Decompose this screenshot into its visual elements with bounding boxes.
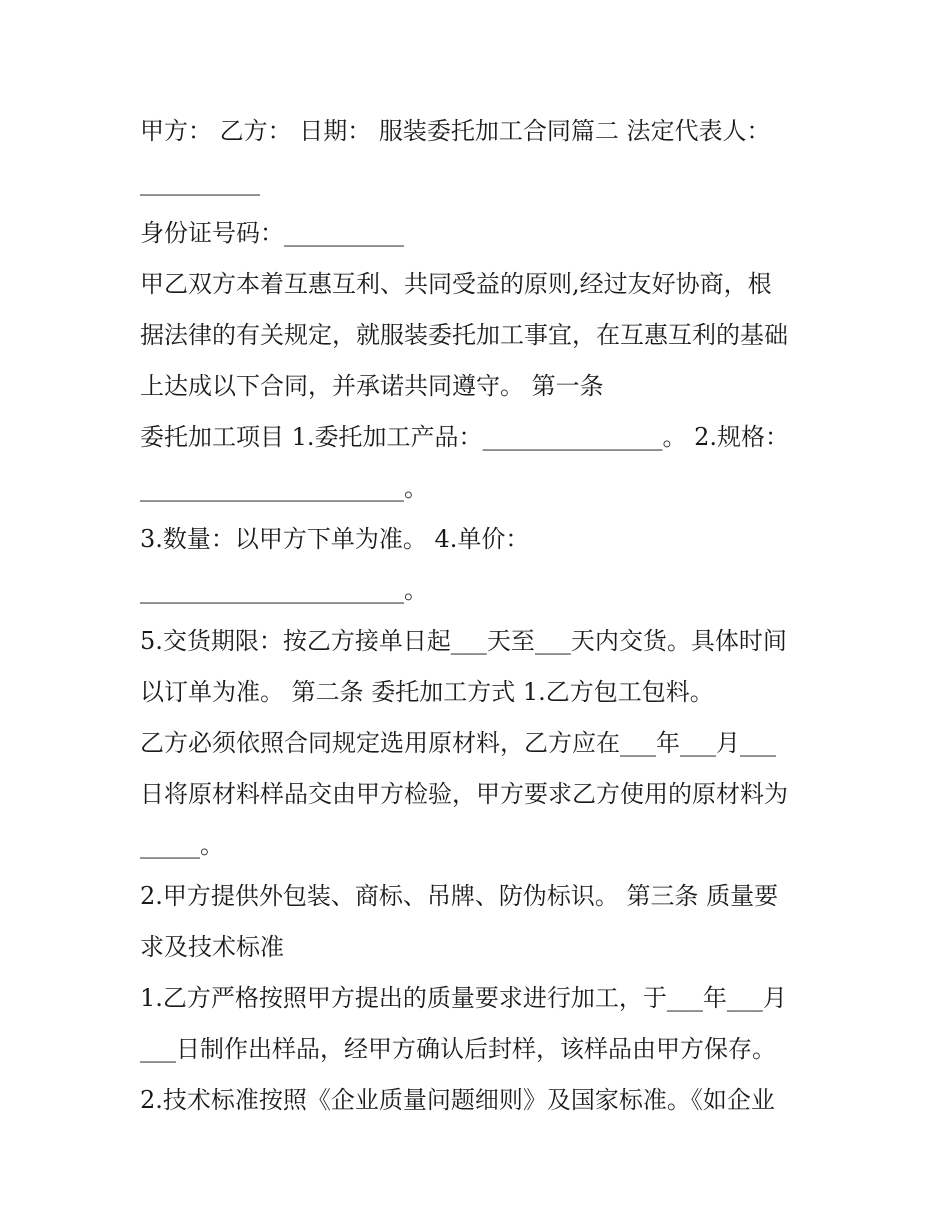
text-line: 以订单为准。 第二条 委托加工方式 1.乙方包工包料。 <box>140 678 714 706</box>
text-line: _____。 <box>140 831 224 859</box>
text-line: 5.交货期限：按乙方接单日起___天至___天内交货。具体时间 <box>140 627 787 655</box>
text-line: 上达成以下合同，并承诺共同遵守。 第一条 <box>140 372 604 400</box>
text-line: 身份证号码：__________ <box>140 219 404 247</box>
text-line: 甲方： 乙方： 日期： 服装委托加工合同篇二 法定代表人： <box>140 117 771 145</box>
text-line: 据法律的有关规定，就服装委托加工事宜，在互惠互利的基础 <box>140 321 788 349</box>
text-line: 2.技术标准按照《企业质量问题细则》及国家标准。《如企业 <box>140 1086 775 1114</box>
text-line: 3.数量：以甲方下单为准。 4.单价： <box>140 525 530 553</box>
text-line: ___日制作出样品，经甲方确认后封样，该样品由甲方保存。 <box>140 1035 776 1063</box>
text-line: 2.甲方提供外包装、商标、吊牌、防伪标识。 第三条 质量要 <box>140 882 779 910</box>
text-line: 乙方必须依照合同规定选用原材料，乙方应在___年___月___ <box>140 729 776 757</box>
text-line: __________ <box>140 168 260 196</box>
text-line: ______________________。 <box>140 576 428 604</box>
text-line: 1.乙方严格按照甲方提出的质量要求进行加工，于___年___月 <box>140 984 787 1012</box>
document-body <box>140 106 820 1126</box>
text-line: 委托加工项目 1.委托加工产品：_______________。 2.规格： <box>140 423 790 451</box>
text-line: 甲乙双方本着互惠互利、共同受益的原则,经过友好协商，根 <box>140 270 772 298</box>
text-line: ______________________。 <box>140 474 428 502</box>
text-line: 日将原材料样品交由甲方检验，甲方要求乙方使用的原材料为 <box>140 780 788 808</box>
text-line: 求及技术标准 <box>140 933 284 961</box>
